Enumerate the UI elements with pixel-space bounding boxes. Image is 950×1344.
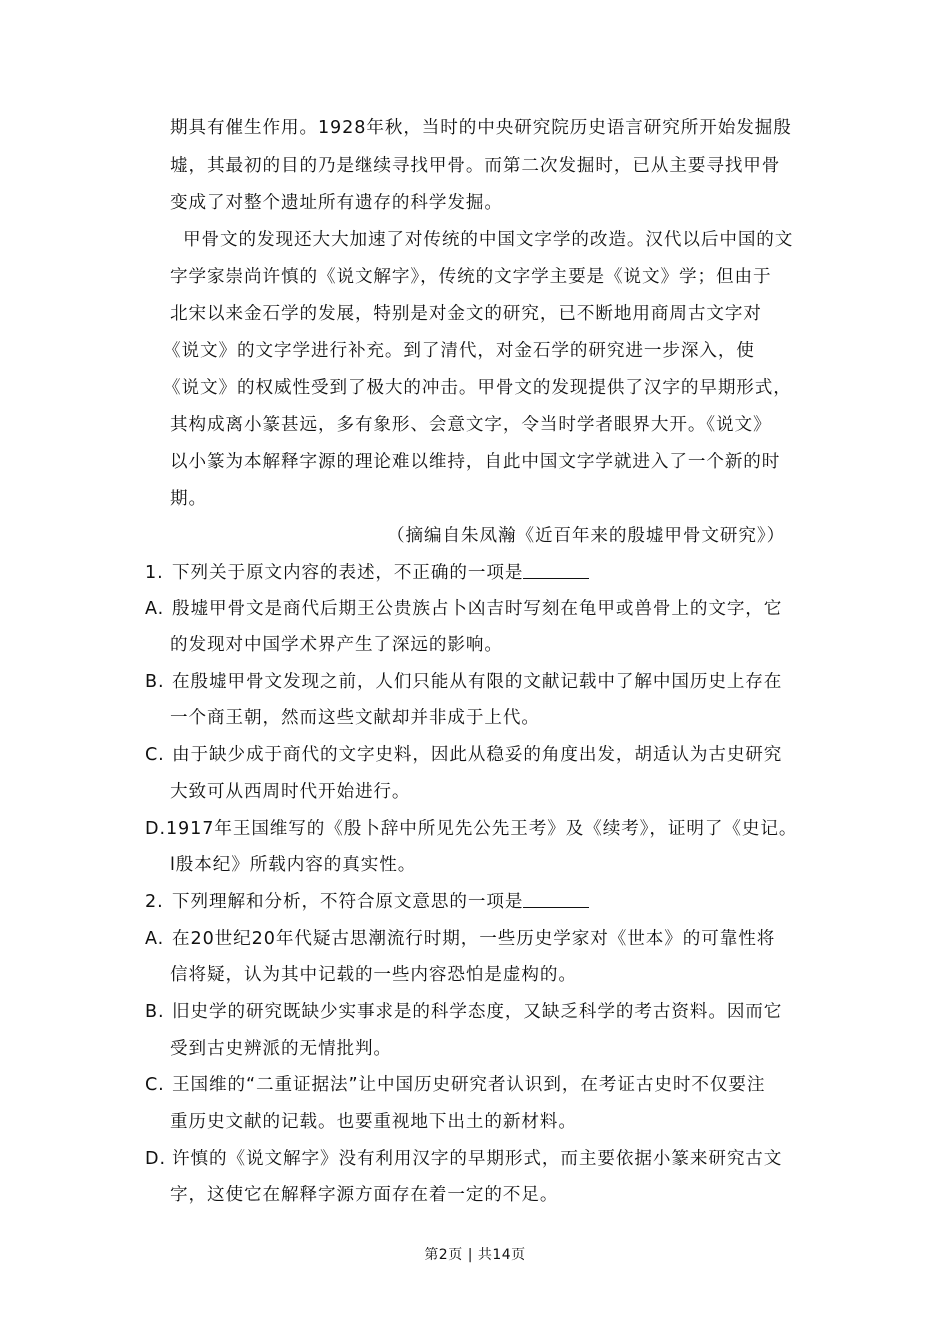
option-text: 殷墟甲骨文是商代后期王公贵族占卜凶吉时写刻在龟甲或兽骨上的文字，它 bbox=[172, 599, 783, 619]
option-label: B. bbox=[145, 1002, 165, 1022]
question-stem bbox=[145, 891, 589, 913]
footer-separator: | bbox=[467, 1247, 473, 1263]
passage-line: 墟，其最初的目的乃是继续寻找甲骨。而第二次发掘时，已从主要寻找甲骨 bbox=[170, 156, 781, 176]
option-d bbox=[145, 818, 797, 840]
passage-line: 甲骨文的发现还大大加速了对传统的中国文字学的改造。汉代以后中国的文 bbox=[183, 230, 794, 250]
passage-line: 《说文》的文字学进行补充。到了清代，对金石学的研究进一步深入，使 bbox=[163, 341, 755, 361]
option-b bbox=[145, 671, 782, 693]
option-text: 旧史学的研究既缺少实事求是的科学态度，又缺乏科学的考古资料。因而它 bbox=[172, 1002, 783, 1022]
question-text: 下列关于原文内容的表述，不正确的一项是 bbox=[172, 563, 524, 583]
passage-line: 北宋以来金石学的发展，特别是对金文的研究，已不断地用商周古文字对 bbox=[170, 304, 762, 324]
option-text: 王国维的“二重证据法”让中国历史研究者认识到，在考证古史时不仅要注 bbox=[172, 1075, 766, 1095]
question-number: 1. bbox=[145, 563, 164, 583]
option-text: 一个商王朝，然而这些文献却并非成于上代。 bbox=[170, 708, 540, 728]
option-a bbox=[145, 598, 782, 620]
option-text: 的发现对中国学术界产生了深远的影响。 bbox=[170, 635, 503, 655]
passage-line: 其构成离小篆甚远，多有象形、会意文字，令当时学者眼界大开。《说文》 bbox=[170, 415, 772, 435]
attribution: （摘编自朱凤瀚《近百年来的殷墟甲骨文研究》） bbox=[387, 526, 786, 546]
page-total: 共14页 bbox=[477, 1247, 526, 1263]
option-label: C. bbox=[145, 745, 165, 765]
page-footer bbox=[0, 1244, 950, 1264]
option-label: A. bbox=[145, 929, 165, 949]
option-d bbox=[145, 1148, 782, 1170]
option-label: B. bbox=[145, 672, 165, 692]
option-text: 大致可从西周时代开始进行。 bbox=[170, 782, 411, 802]
passage-line: 《说文》的权威性受到了极大的冲击。甲骨文的发现提供了汉字的早期形式， bbox=[163, 378, 792, 398]
option-text: 信将疑，认为其中记载的一些内容恐怕是虚构的。 bbox=[170, 965, 577, 985]
question-text: 下列理解和分析，不符合原文意思的一项是 bbox=[172, 892, 524, 912]
page-number: 第2页 bbox=[424, 1247, 463, 1263]
option-text: 在20世纪20年代疑古思潮流行时期，一些历史学家对《世本》的可靠性将 bbox=[172, 929, 776, 949]
option-text: 1917年王国维写的《殷卜辞中所见先公先王考》及《续考》，证明了《史记。 bbox=[165, 819, 798, 839]
option-text: 许慎的《说文解字》没有利用汉字的早期形式，而主要依据小篆来研究古文 bbox=[172, 1149, 783, 1169]
option-c bbox=[145, 1074, 765, 1096]
option-b bbox=[145, 1001, 782, 1023]
option-text: 重历史文献的记载。也要重视地下出土的新材料。 bbox=[170, 1112, 577, 1132]
passage-line: 期。 bbox=[170, 489, 207, 509]
option-label: D. bbox=[145, 819, 166, 839]
passage-line: 期具有催生作用。1928年秋，当时的中央研究院历史语言研究所开始发掘殷 bbox=[170, 118, 792, 138]
passage-line: 字学家崇尚许慎的《说文解字》，传统的文字学主要是《说文》学；但由于 bbox=[170, 267, 772, 287]
question-stem bbox=[145, 562, 589, 584]
option-text: 字，这使它在解释字源方面存在着一定的不足。 bbox=[170, 1185, 559, 1205]
option-text: 由于缺少成于商代的文字史料，因此从稳妥的角度出发，胡适认为古史研究 bbox=[172, 745, 783, 765]
question-number: 2. bbox=[145, 892, 164, 912]
option-text: 在殷墟甲骨文发现之前，人们只能从有限的文献记载中了解中国历史上存在 bbox=[172, 672, 783, 692]
option-c bbox=[145, 744, 782, 766]
option-text: l殷本纪》所载内容的真实性。 bbox=[170, 855, 417, 875]
passage-line: 变成了对整个遗址所有遗存的科学发掘。 bbox=[170, 193, 503, 213]
answer-blank bbox=[523, 562, 589, 579]
option-label: C. bbox=[145, 1075, 165, 1095]
option-label: D. bbox=[145, 1149, 166, 1169]
option-text: 受到古史辨派的无情批判。 bbox=[170, 1039, 392, 1059]
option-label: A. bbox=[145, 599, 165, 619]
passage-line: 以小篆为本解释字源的理论难以维持，自此中国文字学就进入了一个新的时 bbox=[170, 452, 781, 472]
option-a bbox=[145, 928, 775, 950]
answer-blank bbox=[523, 891, 589, 908]
